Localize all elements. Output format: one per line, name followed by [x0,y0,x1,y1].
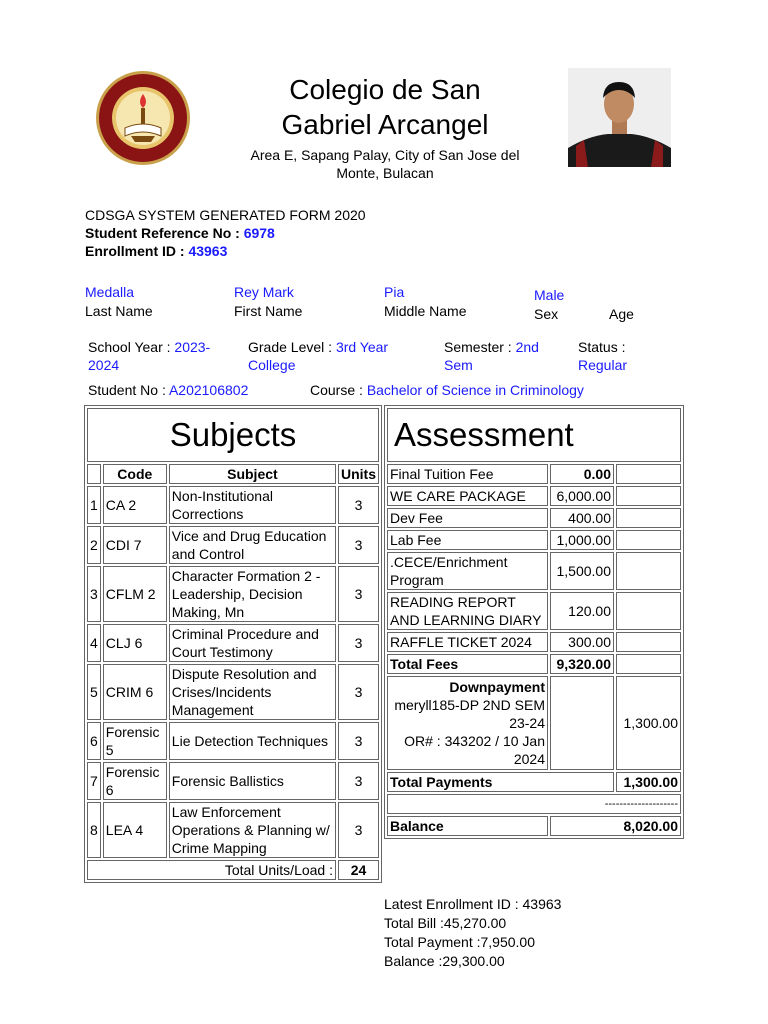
school-address: Area E, Sapang Palay, City of San Jose del Monte, Bulacan [250,147,520,181]
downpayment-label: Downpayment [449,679,545,695]
school-year-value-1: 2023- [174,339,211,355]
fee-name: WE CARE PACKAGE [387,486,548,506]
assessment-row [387,632,681,652]
form-title: CDSGA SYSTEM GENERATED FORM 2020 [85,207,366,223]
assessment-title: Assessment [387,408,681,462]
assessment-row [387,530,681,550]
summary-balance: Balance :29,300.00 [384,953,505,969]
subject-name: Non-Institutional Corrections [169,486,336,524]
subject-name: Forensic Ballistics [169,762,336,800]
subject-units: 3 [338,664,379,720]
total-units-value: 24 [338,860,379,880]
subjects-body [87,486,379,858]
first-name-label: First Name [234,303,303,319]
sex-value: Male [534,287,565,303]
student-reference-label: Student Reference No : [85,225,244,241]
last-name-value: Medalla [85,284,135,300]
school-logo [95,70,191,166]
downpayment-cell [387,676,548,770]
subjects-header-subject: Subject [169,464,336,484]
enrollment-id [85,242,227,260]
subject-row [87,566,379,622]
subject-code: CFLM 2 [103,566,167,622]
subject-code: Forensic 5 [103,722,167,760]
total-units-label: Total Units/Load : [87,860,336,880]
semester-value-1: 2nd [515,339,539,355]
fee-name: Final Tuition Fee [387,464,548,484]
fee-extra [616,464,681,484]
enrollment-id-label: Enrollment ID : [85,243,189,259]
subject-name: Criminal Procedure and Court Testimony [169,624,336,662]
student-number [88,381,248,399]
subject-code: CA 2 [103,486,167,524]
student-number-label: Student No : [88,382,169,398]
subjects-table [84,405,382,883]
subject-name: Character Formation 2 - Leadership, Decision Making, Mn [169,566,336,622]
age-label: Age [609,306,634,322]
fee-amount: 400.00 [550,508,614,528]
assessment-row [387,508,681,528]
grade-level [248,338,388,374]
subject-code: Forensic 6 [103,762,167,800]
subject-number: 8 [87,802,101,858]
assessment-row [387,592,681,630]
downpayment-amount: 1,300.00 [616,676,681,770]
student-photo [568,68,671,167]
total-fees-value: 9,320.00 [550,654,614,674]
assessment-table [384,405,684,839]
total-fees-label: Total Fees [387,654,548,674]
fee-extra [616,592,681,630]
subject-number: 5 [87,664,101,720]
subject-row [87,664,379,720]
total-fees-extra [616,654,681,674]
fee-amount: 300.00 [550,632,614,652]
subject-units: 3 [338,722,379,760]
subject-name: Vice and Drug Education and Control [169,526,336,564]
student-reference-value: 6978 [243,225,275,241]
downpayment-description: meryll185-DP 2ND SEM 23-24 [394,697,545,731]
subject-code: CDI 7 [103,526,167,564]
subject-units: 3 [338,624,379,662]
fee-amount: 1,000.00 [550,530,614,550]
summary [384,895,561,971]
middle-name-label: Middle Name [384,303,467,319]
semester-label: Semester : [444,339,516,355]
fee-name: READING REPORT AND LEARNING DIARY [387,592,548,630]
fee-extra [616,486,681,506]
fee-name: .CECE/Enrichment Program [387,552,548,590]
subjects-header-number [87,464,101,484]
subject-row [87,486,379,524]
subject-units: 3 [338,802,379,858]
semester [444,338,539,374]
fee-amount: 120.00 [550,592,614,630]
status [578,338,627,374]
subject-name: Lie Detection Techniques [169,722,336,760]
fee-name: Lab Fee [387,530,548,550]
semester-value-2: Sem [444,357,473,373]
subject-code: LEA 4 [103,802,167,858]
course-label: Course : [310,382,367,398]
school-name-line1: Colegio de San [289,74,481,105]
balance-value: 8,020.00 [550,816,681,836]
subjects-title: Subjects [87,408,379,462]
enrollment-id-value: 43963 [188,243,228,259]
subject-units: 3 [338,486,379,524]
subject-number: 1 [87,486,101,524]
status-label: Status : [578,339,626,355]
assessment-body [387,464,681,652]
subject-number: 4 [87,624,101,662]
school-name-line2: Gabriel Arcangel [281,109,489,140]
fee-amount: 0.00 [550,464,614,484]
subject-number: 7 [87,762,101,800]
subject-code: CRIM 6 [103,664,167,720]
subjects-header-code: Code [103,464,167,484]
subject-number: 3 [87,566,101,622]
school-year-value-2: 2024 [88,357,120,373]
subject-code: CLJ 6 [103,624,167,662]
subject-row [87,624,379,662]
subject-row [87,722,379,760]
course-value: Bachelor of Science in Criminology [366,382,584,398]
balance-label: Balance [387,816,548,836]
subject-units: 3 [338,566,379,622]
total-payments-value: 1,300.00 [616,772,681,792]
downpayment-empty [550,676,614,770]
status-value: Regular [578,357,628,373]
student-number-value: A202106802 [168,382,249,398]
subject-name: Law Enforcement Operations & Planning w/ Crime Mapping [169,802,336,858]
fee-amount: 1,500.00 [550,552,614,590]
fee-extra [616,508,681,528]
assessment-row [387,486,681,506]
subject-row [87,526,379,564]
school-year [88,338,210,374]
subjects-header-units: Units [338,464,379,484]
summary-latest-enrollment: Latest Enrollment ID : 43963 [384,896,562,912]
grade-level-value-1: 3rd Year [335,339,389,355]
first-name-value: Rey Mark [234,284,294,300]
assessment-row [387,552,681,590]
subject-number: 6 [87,722,101,760]
subject-number: 2 [87,526,101,564]
fee-amount: 6,000.00 [550,486,614,506]
grade-level-value-2: College [248,357,296,373]
grade-level-label: Grade Level : [248,339,336,355]
fee-extra [616,552,681,590]
fee-name: RAFFLE TICKET 2024 [387,632,548,652]
school-name [230,72,540,142]
separator: -------------------- [387,794,681,814]
middle-name-value: Pia [384,284,405,300]
downpayment-or: OR# : 343202 / 10 Jan 2024 [404,733,545,767]
school-year-label: School Year : [88,339,175,355]
subject-name: Dispute Resolution and Crises/Incidents Management [169,664,336,720]
subject-row [87,762,379,800]
sex-label: Sex [534,306,559,322]
student-reference [85,224,275,242]
summary-total-bill: Total Bill :45,270.00 [384,915,507,931]
fee-extra [616,530,681,550]
assessment-row [387,464,681,484]
total-payments-label: Total Payments [387,772,614,792]
course [310,381,584,399]
last-name-label: Last Name [85,303,153,319]
fee-extra [616,632,681,652]
subject-units: 3 [338,526,379,564]
subject-units: 3 [338,762,379,800]
summary-total-payment: Total Payment :7,950.00 [384,934,535,950]
fee-name: Dev Fee [387,508,548,528]
subject-row [87,802,379,858]
